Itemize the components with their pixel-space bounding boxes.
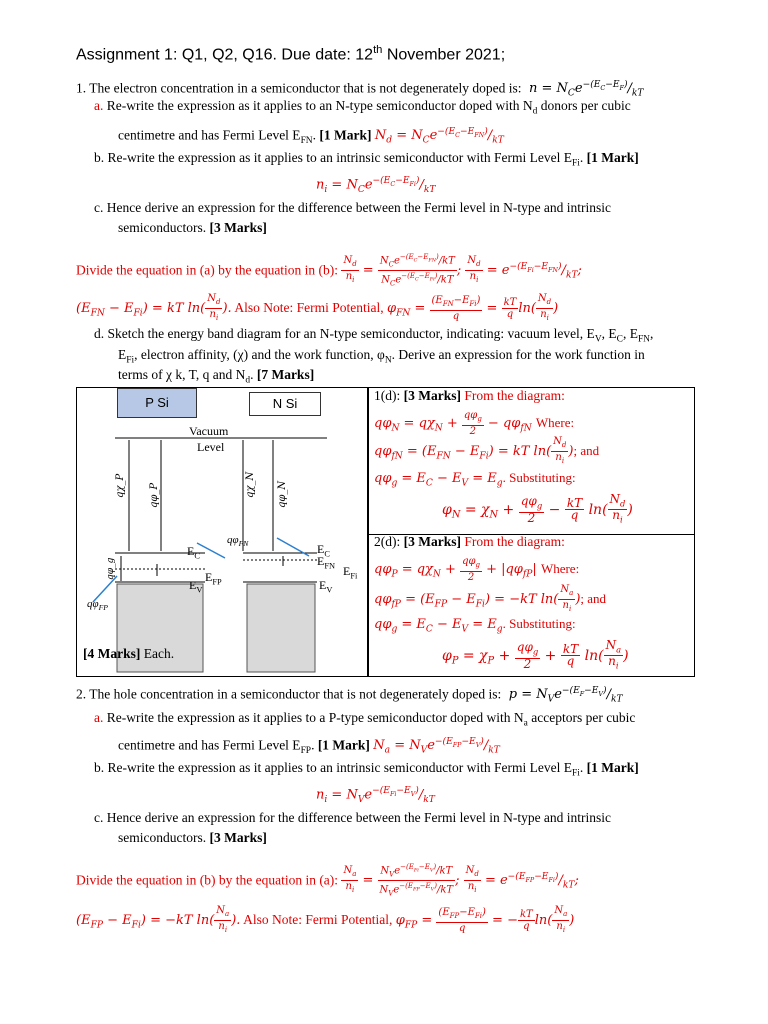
n-efi-label: $E_{Fi}$ <box>343 564 358 581</box>
box1-eq4: $\varphi_N = \chi_N$ + $\frac{q\varphi_g}{2}$ − $\frac{kT}{q}$ ln( $\frac{N_d}{n_i}$ ) <box>442 492 633 525</box>
q1-d-line2: $E_{Fi}$, electron affinity, (χ) and the work function, $\varphi_N$. Derive an expression for the work function in <box>118 347 645 366</box>
box2-eq4: $\varphi_P = \chi_P$ + $\frac{q\varphi_g}{2}$ + $\frac{kT}{q}$ ln( $\frac{N_a}{n_i}$ ) <box>442 638 629 671</box>
q2-a <box>94 710 635 729</box>
q1-d: d. Sketch the energy band diagram for an N-type semiconductor, indicating: vacuum level, $E_V$, $E_C$, $E_{FN}$, <box>94 326 654 345</box>
box2-eq2: $q\varphi_{fP} = (E_{FP} - E_{Fi}) = -kT$ ln( $\frac{N_a}{n_i}$ ); and <box>374 584 607 613</box>
box1-eq1: $q\varphi_N = q\chi_N$ + $\frac{q\varphi_g}{2}$ − $q\varphi_{fN}$ Where: <box>374 410 575 437</box>
q2-divide-text: Divide the equation in (b) by the equation in (a): <box>76 872 339 888</box>
box1-where: Where: <box>535 415 575 430</box>
qphi-fp-label: $q\varphi_{FP}$ <box>87 598 108 613</box>
q2-c-text: c. Hence derive an expression for the difference between the Fermi level in N-type and intrinsic <box>94 810 612 825</box>
p-ec-label: $E_C$ <box>187 544 200 561</box>
q1-d-line3: terms of χ k, T, q and $N_d$. [7 Marks] <box>118 367 315 386</box>
n-efn-label: $E_{FN}$ <box>317 554 336 571</box>
q2-a-line2-text: centimetre and has Fermi Level E <box>118 737 301 753</box>
q2-b-sub: Fi <box>572 768 580 779</box>
box1-and: ; and <box>573 443 600 458</box>
svg-text:qχ_P: qχ_P <box>115 473 126 498</box>
level-label: Level <box>197 440 225 454</box>
qphi-fp: qφ <box>87 598 99 610</box>
q1-fermi-potential: $\varphi_{FN}$ = $\frac{(E_{FN}-E_{Fi})}{q}$ = $\frac{kT}{q}$ ln( $\frac{N_d}{n_i}$ ) <box>386 293 559 322</box>
q1-formula: $n = N_Ce^{-(E_C-E_F)}/_{kT}$ <box>524 80 644 99</box>
title-text: Assignment 1: Q1, Q2, Q16. Due date: 12 <box>76 46 374 64</box>
q1-a-line2: centimetre and has Fermi Level $E_{FN}$. [1 Mark] $N_d = N_Ce^{-(E_C-E_{FN})}/_{kT}$ <box>118 127 504 147</box>
q1-b-answer: $n_i = N_Ce^{-(E_C-E_{Fi})}/_{kT}$ <box>316 176 436 195</box>
q2-a-tail: acceptors per cubic <box>527 710 636 725</box>
q1-d-mark: [7 Marks] <box>256 367 315 382</box>
q1-b-text: b. Re-write the expression as it applies to an intrinsic semiconductor with Fermi Level E <box>94 150 573 165</box>
vacuum-label: Vacuum <box>189 424 229 438</box>
q1-a-line2-sub: FN <box>300 136 313 147</box>
q1-d-text: d. Sketch the energy band diagram for an N-type semiconductor, indicating: vacuum level, E <box>94 326 595 341</box>
marks-caption <box>83 646 174 662</box>
box2-eq3: $q\varphi_g = E_C - E_V = E_g$. Substituting: <box>374 616 576 635</box>
q2-a-line2-sub: FP <box>300 746 312 757</box>
q1-d-line3-text: terms of χ k, T, q and N <box>118 367 246 382</box>
box1-marks: [3 Marks] <box>403 388 461 403</box>
q2-a-mark: [1 Mark] <box>317 737 370 753</box>
q2-c <box>94 810 611 826</box>
box2-head <box>374 534 565 550</box>
q1-fermi-diff <box>76 293 558 324</box>
q1-d-line2-tail2: . Derive an expression for the work function in <box>391 347 645 362</box>
q1-d-line2-tail: , electron affinity, (χ) and the work function, φ <box>134 347 385 362</box>
q2-intro-text: 2. The hole concentration in a semiconductor that is not degenerately doped is: <box>76 686 502 702</box>
svg-text:qφ_N: qφ_N <box>277 480 288 508</box>
qphi-fn: qφ <box>227 534 239 546</box>
q2-divide <box>76 862 579 900</box>
q2-fermi-diff-formula: $(E_{FP} - E_{Fi}) = -kT$ ln( $\frac{N_a}{n_i}$ ). <box>76 905 241 934</box>
box1-eq3: $q\varphi_g = E_C - E_V = E_g$. Substituting: <box>374 470 576 489</box>
q2-fermi-diff <box>76 905 574 936</box>
p-ec: E <box>187 544 195 558</box>
q2-b: b. Re-write the expression as it applies to an intrinsic semiconductor with Fermi Level $E_{Fi}$. [1 Mark] <box>94 760 639 779</box>
n-si-label: N Si <box>249 392 321 416</box>
q1-also-note: Also Note: Fermi Potential, <box>234 300 384 315</box>
q1-c-mark: [3 Marks] <box>209 220 267 235</box>
q1-a <box>94 98 631 117</box>
q2-c-mark: [3 Marks] <box>209 830 267 845</box>
box1-substituting: . Substituting: <box>502 470 576 485</box>
p-ev-label: $E_V$ <box>189 578 203 595</box>
q1-fermi-diff-formula: $(E_{FN} - E_{Fi})$ = kT ln( $\frac{N_d}{n_i}$ ). <box>76 293 232 322</box>
q1-a-sub: d <box>532 106 538 117</box>
marks-caption-tail: Each. <box>140 646 175 661</box>
q1-b: b. Re-write the expression as it applies to an intrinsic semiconductor with Fermi Level $E_{Fi}$. [1 Mark] <box>94 150 639 169</box>
box2-where: Where: <box>540 561 580 576</box>
q1-divide-text: Divide the equation in (a) by the equation in (b): <box>76 262 339 278</box>
q2-a-answer: $N_a = N_Ve^{-(E_{FP}-E_V)}/_{kT}$ <box>373 737 500 756</box>
box2-substituting: . Substituting: <box>502 616 576 631</box>
q2-fermi-potential: $\varphi_{FP}$ = $\frac{(E_{FP}-E_{Fi})}{q}$ = − $\frac{kT}{q}$ ln( $\frac{N_a}{n_i}$ ) <box>395 905 575 934</box>
q1-b-sub: Fi <box>572 158 580 169</box>
q1-c-text: c. Hence derive an expression for the difference between the Fermi level in N-type and intrinsic <box>94 200 612 215</box>
box1-eq2: $q\varphi_{fN} = (E_{FN} - E_{Fi})$ = kT ln( $\frac{N_d}{n_i}$ ); and <box>374 436 600 465</box>
q2-a-text: Re-write the expression as it applies to a P-type semiconductor doped with N <box>106 710 524 725</box>
q2-also-note: Also Note: Fermi Potential, <box>243 912 393 927</box>
q2-intro <box>76 686 623 705</box>
title-tail: November 2021; <box>382 46 506 64</box>
q1-intro <box>76 80 643 99</box>
q2-c-line2-text: semiconductors. <box>118 830 207 845</box>
q1-intro-text: 1. The electron concentration in a semiconductor that is not degenerately doped is: <box>76 80 522 96</box>
q2-a-sub: a <box>523 718 528 729</box>
q1-a-label: a. <box>94 98 104 113</box>
q1-c-line2-text: semiconductors. <box>118 220 207 235</box>
q1-a-line2-text: centimetre and has Fermi Level E <box>118 127 301 143</box>
q1-c-line2 <box>118 220 267 236</box>
q1-c <box>94 200 611 216</box>
qphi-fn-label: $q\varphi_{FN}$ <box>227 534 249 549</box>
q1-d-line2-text: E <box>118 347 127 362</box>
box1-head-num: 1(d): <box>374 388 401 403</box>
q2-a-line2: centimetre and has Fermi Level $E_{FP}$. [1 Mark] $N_a = N_Ve^{-(E_{FP}-E_V)}/_{kT}$ <box>118 737 500 757</box>
n-ec-label: $E_C$ <box>317 542 330 559</box>
box2-marks: [3 Marks] <box>403 534 461 549</box>
q1-divide <box>76 252 582 290</box>
q2-divide-formula: $\frac{N_a}{n_i}$ = $\frac{N_Ve^{-(E_{Fi}-E_V)}/kT}{N_Ve^{-(E_{FP}-E_V)}/kT}$ ; $\frac{N_d}{n_i}$ = $e^{-(E_{FP}-E_{Fi})}/_{kT}$; <box>343 863 579 898</box>
box1-from: From the diagram: <box>464 388 565 403</box>
title-sup: th <box>373 44 383 56</box>
n-ev-label: $E_V$ <box>319 578 333 595</box>
box1-head <box>374 388 565 404</box>
q1-a-text: Re-write the expression as it applies to an N-type semiconductor doped with N <box>106 98 533 113</box>
q2-b-text: b. Re-write the expression as it applies to an intrinsic semiconductor with Fermi Level E <box>94 760 573 775</box>
svg-text:qχ_N: qχ_N <box>245 471 256 498</box>
svg-text:qφ_g: qφ_g <box>106 557 116 580</box>
page-title <box>76 44 505 64</box>
q2-a-label: a. <box>94 710 104 725</box>
box2-from: From the diagram: <box>464 534 565 549</box>
box2-head-num: 2(d): <box>374 534 401 549</box>
p-efp-label: $E_{FP}$ <box>205 570 222 587</box>
marks-caption-bold: [4 Marks] <box>83 646 141 661</box>
q1-a-mark: [1 Mark] <box>319 127 372 143</box>
q2-b-answer: $n_i = N_Ve^{-(E_{Fi}-E_V)}/_{kT}$ <box>316 786 435 805</box>
box2-eq1: $q\varphi_P = q\chi_N$ + $\frac{q\varphi_g}{2}$ + $|q\varphi_{fP}|$ Where: <box>374 556 580 583</box>
q1-b-mark: [1 Mark] <box>586 150 639 165</box>
q1-divide-formula: $\frac{N_d}{n_i}$ = $\frac{N_Ce^{-(E_C-E_{FN})}/kT}{N_Ce^{-(E_C-E_{Fi})}/kT}$ ; $\frac{N_d}{n_i}$ = $e^{-(E_{Fi}-E_{FN})}/_{kT}$; <box>343 253 582 288</box>
svg-text:qφ_P: qφ_P <box>149 482 160 508</box>
answer-box <box>367 387 695 677</box>
p-si-label: P Si <box>117 388 197 418</box>
q2-c-line2 <box>118 830 267 846</box>
p-ev: E <box>189 578 197 592</box>
band-diagram <box>76 387 369 677</box>
q2-b-mark: [1 Mark] <box>586 760 639 775</box>
q2-formula: $p = N_Ve^{-(E_F-E_V)}/_{kT}$ <box>504 686 623 705</box>
q1-a-answer: $N_d = N_Ce^{-(E_C-E_{FN})}/_{kT}$ <box>374 127 504 146</box>
q1-a-tail: donors per cubic <box>537 98 631 113</box>
box2-and: ; and <box>580 591 607 606</box>
